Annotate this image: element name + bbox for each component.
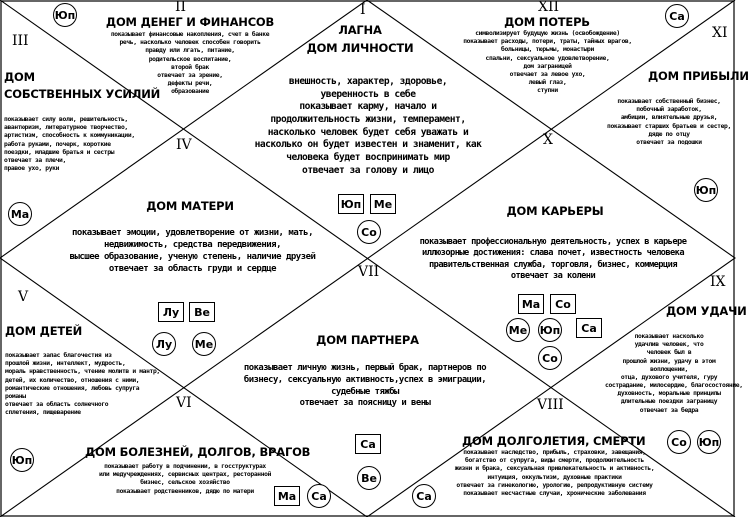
- house-9-description: показывает насколько удачлив человек, что человек был в прошлой жизни, удачу в этом воплощении, отца, духового учителя, гуру сострадание, милосердие, благосостояние, духовность, моральные принципы длительные поездки заграницу отвечает за бедра: [605, 333, 743, 414]
- house-8-description: показывает наследство, прибыль, страховки, завещания, богатство от супруга, виды смерти, продолжительность жизни и брака, сексуальная привлекательность и активность, интуиция, оккультизм, духовные практики отвечает за гинекологию, урологию, репродуктивную систему показывает несчастные случаи, хронические заболевания: [454, 449, 655, 497]
- planet-sun: Со: [357, 220, 381, 244]
- house-2-description: показывает финансовые накопления, счет в банке речь, насколько человек способен говорить правду или лгать, питание, родительское воспитание, второй брак отвечает за зрение, дефекты речи, образование: [110, 31, 270, 96]
- planet-jupiter: Юп: [338, 194, 364, 214]
- house-8-number: VIII: [537, 397, 564, 413]
- house-1-title: ЛАГНА ДОМ ЛИЧНОСТИ: [306, 23, 414, 55]
- planet-jupiter: Юп: [10, 448, 34, 472]
- house-3-number: III: [12, 33, 29, 49]
- planet-jupiter: Юп: [538, 318, 562, 342]
- planet-mercury: Ме: [506, 318, 530, 342]
- house-4-number: IV: [176, 137, 192, 153]
- house-12-number: XII: [538, 0, 560, 15]
- house-5-title: ДОМ ДЕТЕЙ: [5, 324, 83, 338]
- house-12-description: символизирует будущую жизнь (освобождение) показывает расходы, потери, траты, тайных врагов, больницы, тюрьмы, монастыри спальни, сексуальное удовлетворение, дом заграницей отвечает за левое ухо, левый глаз, ступни: [463, 30, 632, 95]
- house-9-title: ДОМ УДАЧИ: [666, 304, 747, 318]
- house-6-title: ДОМ БОЛЕЗНЕЙ, ДОЛГОВ, ВРАГОВ: [85, 445, 311, 459]
- planet-venus: Ве: [357, 466, 381, 490]
- planet-sun: Со: [550, 294, 576, 314]
- house-7-title: ДОМ ПАРТНЕРА: [316, 333, 419, 347]
- house-2-title: ДОМ ДЕНЕГ И ФИНАНСОВ: [105, 15, 275, 29]
- house-7-description: показывает личную жизнь, первый брак, партнеров по бизнесу, сексуальную активность,успех в эмиграции, судебные тяжбы отвечает за поясницу и вены: [243, 363, 487, 409]
- planet-moon: Лу: [152, 332, 176, 356]
- planet-saturn: Са: [665, 4, 689, 28]
- house-10-number: X: [543, 132, 553, 148]
- planet-saturn: Са: [576, 318, 602, 338]
- house-12-title: ДОМ ПОТЕРЬ: [504, 15, 590, 29]
- planet-moon: Лу: [158, 302, 184, 322]
- house-5-number: V: [18, 289, 29, 305]
- house-11-description: показывает собственный бизнес, побочный заработок, амбиции, влиятельные друзья, показывает старших братьев и сестер, дядю по отцу отвечает за подошки: [607, 98, 731, 146]
- house-8-title: ДОМ ДОЛГОЛЕТИЯ, СМЕРТИ: [462, 434, 646, 448]
- planet-sun: Со: [538, 346, 562, 370]
- house-1-number: I: [360, 2, 366, 18]
- planet-venus: Ве: [189, 302, 215, 322]
- house-11-title: ДОМ ПРИБЫЛИ: [648, 69, 749, 83]
- planet-sun: Со: [667, 430, 691, 454]
- house-9-number: IX: [710, 274, 726, 290]
- house-6-description: показывает работу в подчинении, в госструктурах или медучреждениях, сервисных центрах, ресторанной бизнес, сельское хозяйство показывает родственников, дядю по матери: [98, 463, 272, 495]
- house-5-description: показывает запас благочестия из прошлой жизни, интеллект, мудрость, мораль нравственность, чтение молитв и мантр, детей, их количество, отношения с ними, романтические отношения, любовь супруга романы отвечает за область солнечного сплетения, пищеварение: [5, 352, 160, 417]
- house-4-title: ДОМ МАТЕРИ: [146, 199, 234, 213]
- planet-mercury: Ме: [192, 332, 216, 356]
- house-3-description: показывает силу воли, решительность, авантюризм, литературное творчество, артистизм, способность к коммуникации, работа руками, почерк, короткие поездки, младшие братья и сестры отвечает за плечи, правое ухо, руки: [4, 116, 135, 173]
- house-6-number: VI: [176, 395, 192, 411]
- house-2-number: II: [175, 0, 187, 15]
- planet-mars: Ма: [274, 486, 300, 506]
- planet-jupiter: Юп: [694, 178, 718, 202]
- planet-mercury: Ме: [370, 194, 396, 214]
- house-3-title: ДОМ СОБСТВЕННЫХ УСИЛИЙ: [4, 70, 161, 102]
- planet-saturn: Са: [307, 484, 331, 508]
- planet-mars: Ма: [8, 202, 32, 226]
- planet-mars: Ма: [518, 294, 544, 314]
- house-4-description: показывает эмоции, удовлетворение от жизни, мать, недвижимость, средства передвижения, высшее образование, ученую степень, наличие друзей отвечает за область груди и сердце: [69, 228, 316, 274]
- house-7-number: VII: [358, 264, 380, 280]
- planet-saturn: Са: [412, 484, 436, 508]
- planet-saturn: Са: [355, 434, 381, 454]
- planet-jupiter: Юп: [697, 430, 721, 454]
- house-1-description: внешность, характер, здоровье, уверенность в себе показывает карму, начало и продолжительность жизни, темперамент, насколько человек будет себя уважать и насколько он будет известен и знаменит, как человека будет воспринимать мир отвечает за голову и лицо: [254, 76, 482, 176]
- house-10-title: ДОМ КАРЬЕРЫ: [506, 204, 604, 218]
- planet-jupiter: Юп: [53, 3, 77, 27]
- house-11-number: XI: [712, 25, 728, 41]
- house-10-description: показывает профессиональную деятельность, успех в карьере иллюзорные достижения: слава почет, известность человека правительственная служба, торговля, бизнес, коммерция отвечает за колени: [419, 237, 687, 282]
